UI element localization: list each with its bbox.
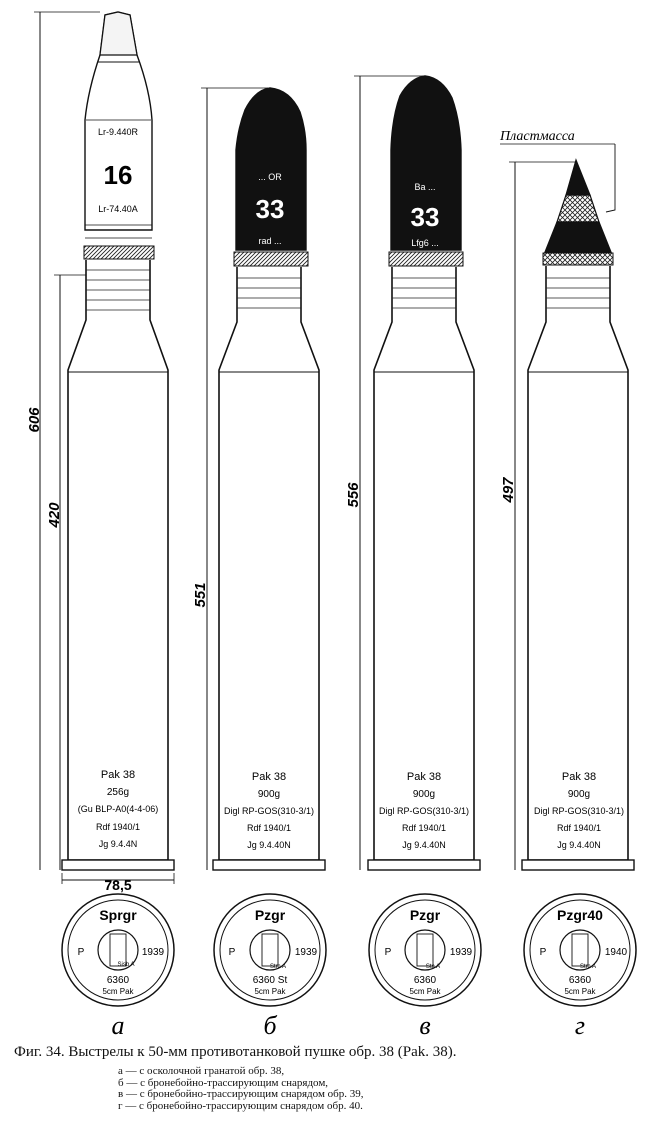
legend-item-g: г — с бронебойно-трассирующим снарядом обр. 40. bbox=[118, 1099, 363, 1112]
round-g-case-line-3: Digl RP-GOS(310-3/1) bbox=[533, 806, 625, 816]
base-b-p: P bbox=[228, 947, 236, 958]
round-a-fuze-tip bbox=[100, 12, 137, 55]
base-b-lot: 6360 St bbox=[252, 975, 288, 986]
round-b-rim bbox=[213, 860, 325, 870]
round-b-case-line-4: Rdf 1940/1 bbox=[246, 823, 292, 833]
round-b-driving-band bbox=[234, 252, 308, 266]
round-v-case-line-3: Digl RP-GOS(310-3/1) bbox=[378, 806, 470, 816]
round-v-case-line-5: Jg 9.4.40N bbox=[402, 840, 446, 850]
round-v-case-line-2: 900g bbox=[412, 789, 436, 800]
round-a-case-line-1: Pak 38 bbox=[100, 769, 136, 781]
base-v-inner-text: Sta A bbox=[425, 964, 441, 970]
round-a-rim bbox=[62, 860, 174, 870]
base-view-b bbox=[214, 894, 326, 1040]
base-v-p: P bbox=[384, 947, 392, 958]
base-a-lot: 6360 bbox=[106, 975, 130, 986]
base-v-year: 1939 bbox=[449, 947, 473, 958]
base-a-cal: 5cm Pak bbox=[102, 987, 134, 996]
round-a bbox=[26, 12, 174, 893]
round-g-case-line-5: Jg 9.4.40N bbox=[557, 840, 601, 850]
round-g-case-line-2: 900g bbox=[567, 789, 591, 800]
round-b-number: 33 bbox=[255, 194, 285, 224]
round-b-case-line-5: Jg 9.4.40N bbox=[247, 840, 291, 850]
base-g-lot: 6360 bbox=[568, 975, 592, 986]
base-a-p: P bbox=[77, 947, 85, 958]
round-a-band-bot: Lr-74.40A bbox=[98, 204, 138, 214]
round-b-band-bot: rad ... bbox=[258, 236, 282, 246]
plastic-label: Пластмасса bbox=[500, 129, 575, 144]
base-a-year: 1939 bbox=[141, 947, 165, 958]
base-a-main: Sprgr bbox=[99, 907, 137, 923]
base-b-year: 1939 bbox=[294, 947, 318, 958]
figure-caption: Фиг. 34. Выстрелы к 50-мм противотанковой пушке обр. 38 (Pak. 38). bbox=[14, 1044, 457, 1060]
round-a-case-line-5: Jg 9.4.4N bbox=[98, 839, 138, 849]
round-g-nose-mid bbox=[557, 195, 599, 222]
round-a-band-top: Lr-9.440R bbox=[97, 127, 139, 137]
round-b-case-line-2: 900g bbox=[257, 789, 281, 800]
legend-item-v: в — с бронебойно-трассирующим снарядом обр. 39, bbox=[118, 1088, 364, 1100]
base-g-year: 1940 bbox=[604, 947, 628, 958]
dim-v-overall: 556 bbox=[345, 482, 362, 508]
round-g-case-line-1: Pak 38 bbox=[561, 771, 597, 783]
base-view-v bbox=[369, 894, 481, 1040]
dim-a-case: 420 bbox=[46, 502, 63, 528]
round-a-number: 16 bbox=[103, 160, 133, 190]
round-v-band-top: Ba ... bbox=[414, 182, 436, 192]
round-a-case-line-4: Rdf 1940/1 bbox=[95, 822, 141, 832]
label-b: б bbox=[263, 1011, 277, 1040]
dim-g-overall: 497 bbox=[500, 477, 517, 503]
dim-a-overall: 606 bbox=[26, 407, 43, 433]
round-v bbox=[345, 76, 480, 870]
figure-legend bbox=[118, 1066, 364, 1112]
round-b-case-line-1: Pak 38 bbox=[251, 771, 287, 783]
base-view-a bbox=[62, 894, 174, 1040]
base-g-main: Pzgr40 bbox=[557, 907, 603, 923]
label-g: г bbox=[574, 1011, 586, 1040]
base-g-inner-text: Stm A bbox=[579, 964, 597, 970]
round-a-case-line-3: (Gu BLP-A0(4-4-06) bbox=[77, 804, 159, 814]
round-b-projectile bbox=[236, 88, 306, 250]
base-a-inner-text: Sisb A bbox=[117, 962, 135, 968]
legend-item-b: б — с бронебойно-трассирующим снарядом, bbox=[118, 1076, 329, 1089]
legend-item-a: а — с осколочной гранатой обр. 38, bbox=[118, 1065, 285, 1077]
round-v-rim bbox=[368, 860, 480, 870]
label-a: а bbox=[111, 1011, 125, 1040]
round-b-case-line-3: Digl RP-GOS(310-3/1) bbox=[223, 806, 315, 816]
round-v-driving-band bbox=[389, 252, 463, 266]
round-v-band-bot: Lfg6 ... bbox=[411, 238, 439, 248]
base-v-lot: 6360 bbox=[413, 975, 437, 986]
dim-a-rim: 78,5 bbox=[104, 877, 132, 893]
base-b-main: Pzgr bbox=[254, 907, 286, 923]
plastic-bracket bbox=[606, 144, 615, 212]
round-g-nose-upper bbox=[566, 160, 590, 195]
round-b-band-top: ... OR bbox=[258, 172, 282, 182]
round-g-nose-lower bbox=[545, 222, 611, 252]
round-g-driving-band bbox=[543, 253, 613, 265]
base-v-main: Pzgr bbox=[409, 907, 441, 923]
base-g-cal: 5cm Pak bbox=[564, 987, 596, 996]
base-v-cal: 5cm Pak bbox=[409, 987, 441, 996]
label-v: в bbox=[419, 1011, 431, 1040]
round-v-case-line-1: Pak 38 bbox=[406, 771, 442, 783]
round-v-number: 33 bbox=[410, 202, 440, 232]
base-b-inner-text: Stm A bbox=[269, 964, 287, 970]
base-view-g bbox=[524, 894, 636, 1040]
round-a-driving-band bbox=[84, 246, 154, 259]
round-a-case-line-2: 256g bbox=[106, 787, 130, 798]
round-g-rim bbox=[522, 860, 634, 870]
round-g-case-line-4: Rdf 1940/1 bbox=[556, 823, 602, 833]
base-b-cal: 5cm Pak bbox=[254, 987, 286, 996]
base-g-p: P bbox=[539, 947, 547, 958]
dim-b-overall: 551 bbox=[192, 582, 209, 608]
round-v-case-line-4: Rdf 1940/1 bbox=[401, 823, 447, 833]
round-b bbox=[192, 88, 325, 870]
round-g bbox=[499, 129, 634, 870]
